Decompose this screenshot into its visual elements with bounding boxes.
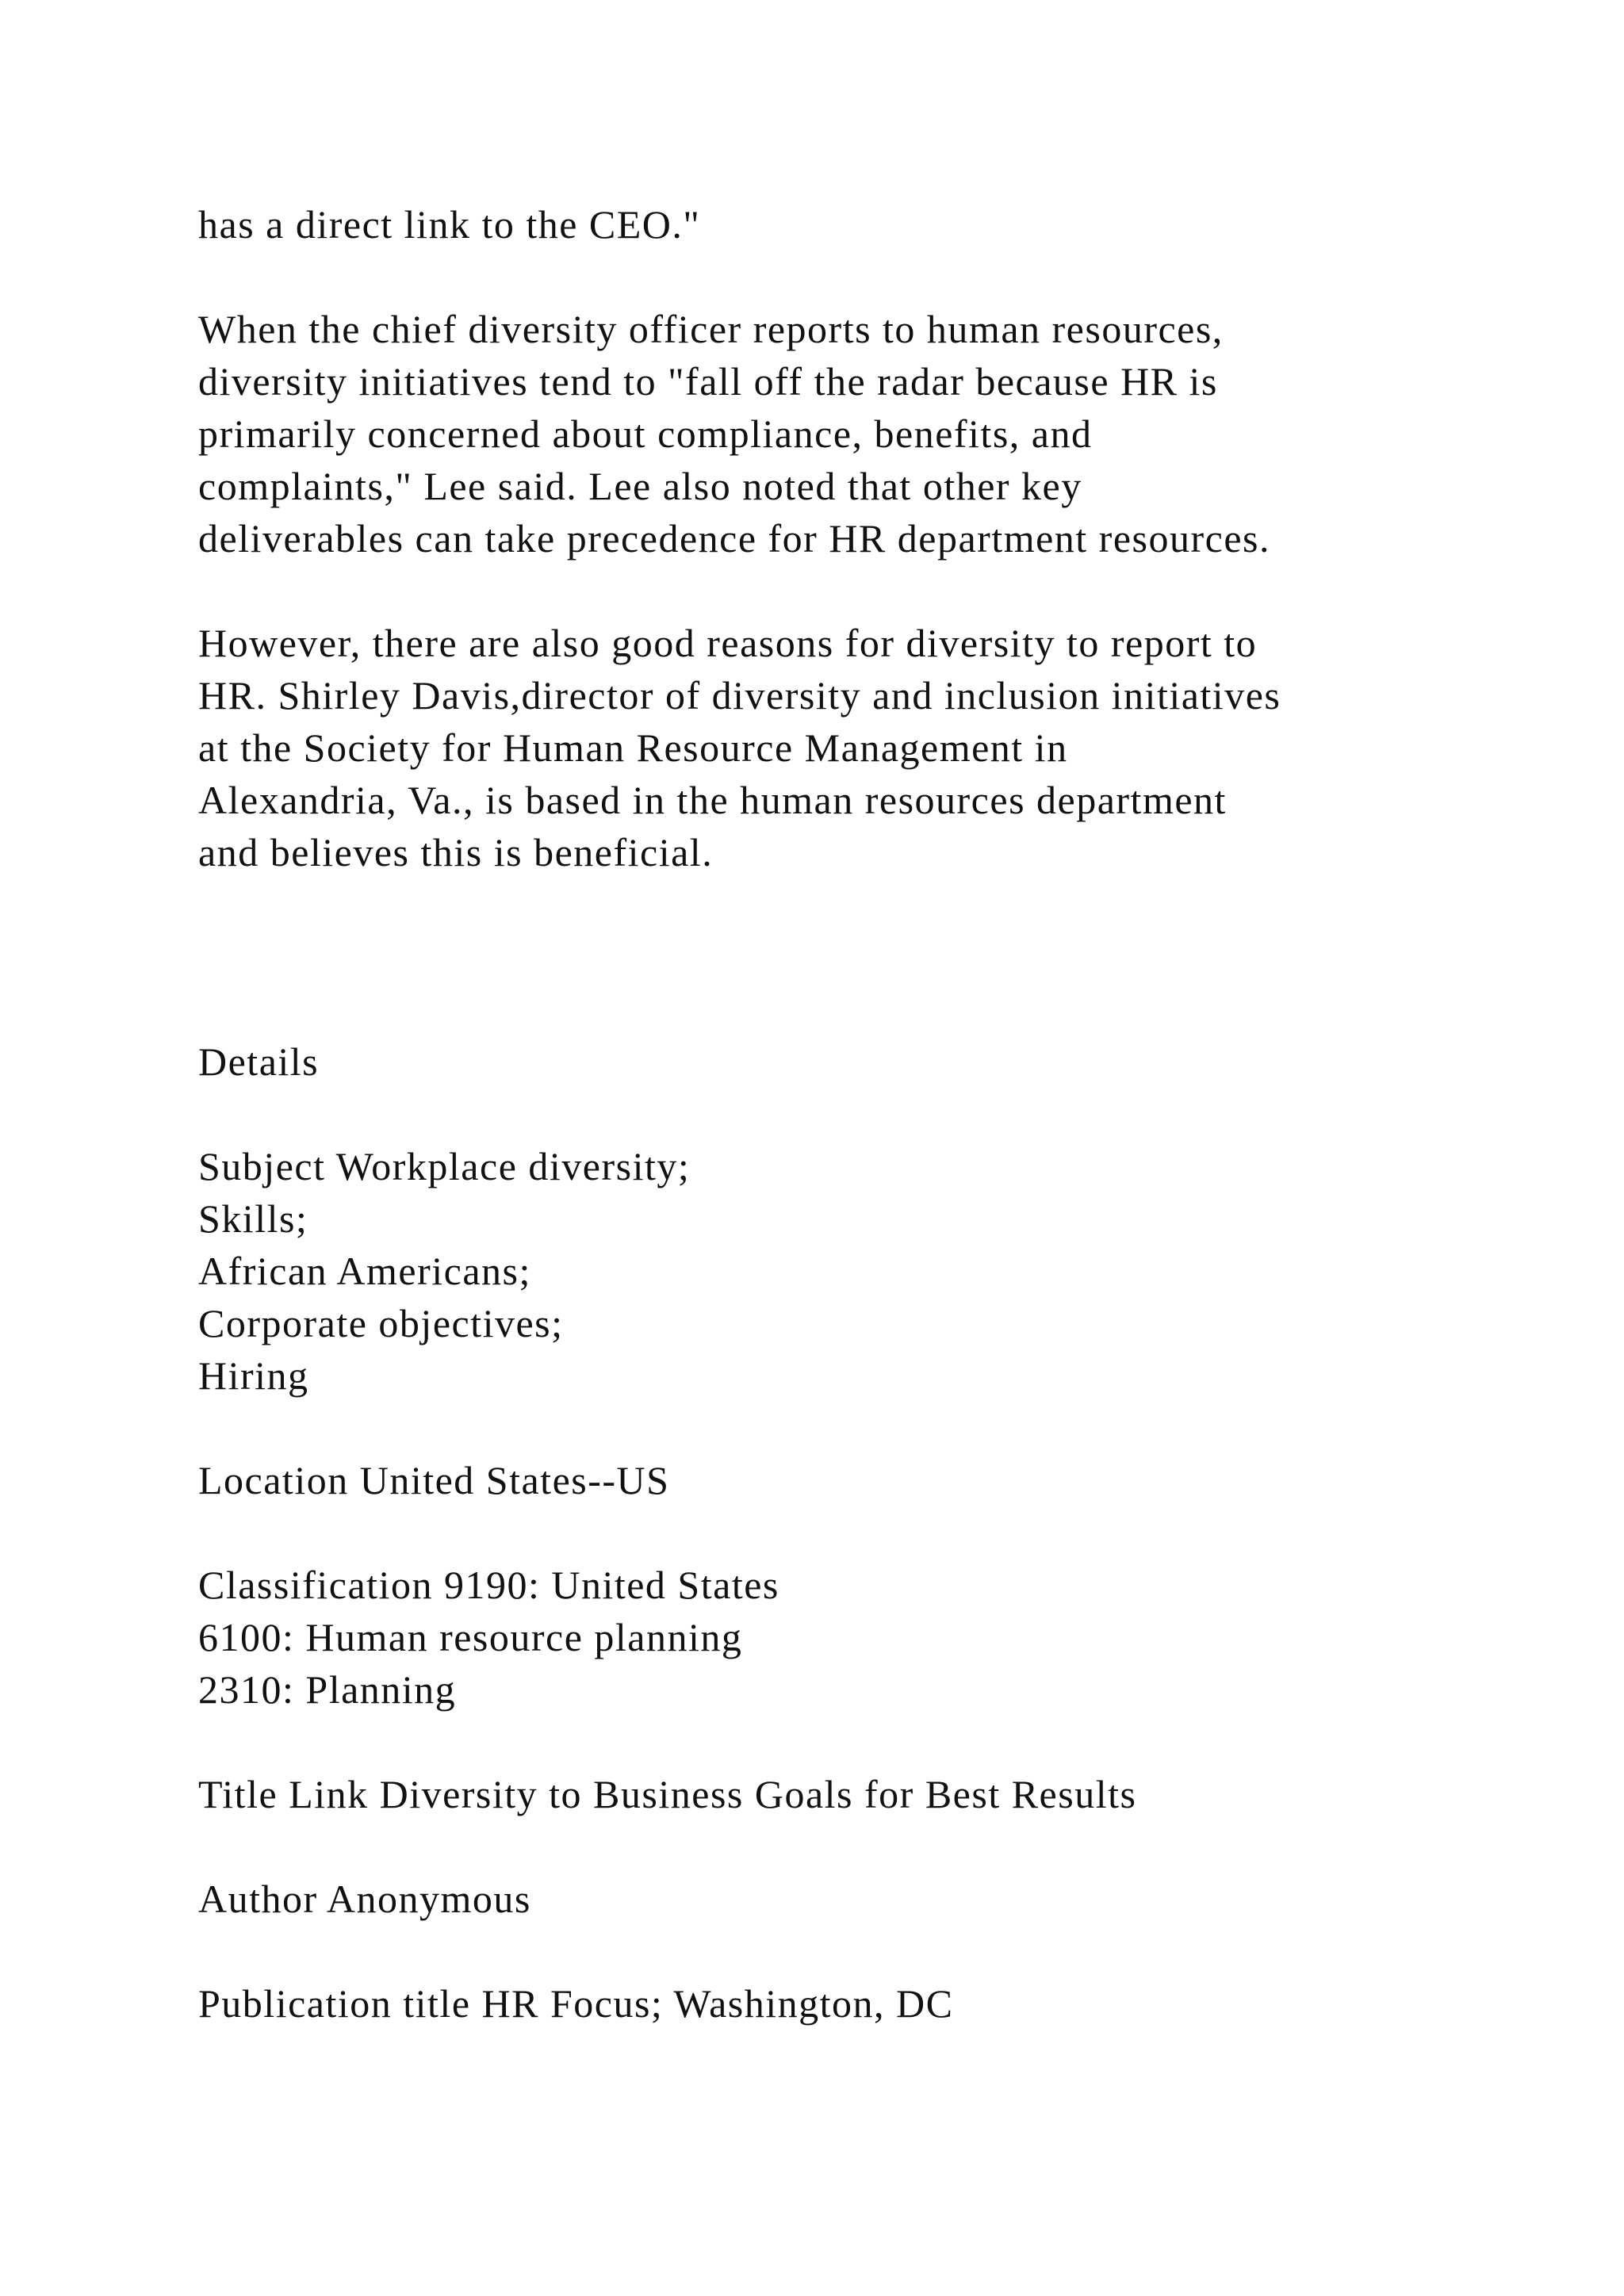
details-location: Location United States--US (198, 1458, 670, 1502)
details-author: Author Anonymous (198, 1877, 531, 1921)
details-classification-line: Classification 9190: United States (198, 1563, 779, 1607)
paragraph-line: primarily concerned about compliance, benefits, and (198, 411, 1093, 456)
paragraph-line: deliverables can take precedence for HR department resources. (198, 516, 1270, 561)
details-classification-line: 2310: Planning (198, 1667, 457, 1712)
paragraph-line: and believes this is beneficial. (198, 830, 714, 874)
paragraph-line: When the chief diversity officer reports to human resources, (198, 307, 1224, 351)
details-classification-line: 6100: Human resource planning (198, 1615, 743, 1659)
details-publication: Publication title HR Focus; Washington, DC (198, 1981, 954, 2026)
paragraph-line: complaints," Lee said. Lee also noted that other key (198, 464, 1082, 508)
paragraph-line: at the Society for Human Resource Management in (198, 725, 1068, 770)
details-subject-line: Hiring (198, 1353, 309, 1398)
details-subject-line: Skills; (198, 1196, 308, 1241)
details-title: Title Link Diversity to Business Goals for Best Results (198, 1772, 1137, 1816)
paragraph-line: has a direct link to the CEO." (198, 202, 701, 247)
details-subject-line: African Americans; (198, 1249, 531, 1293)
details-subject-line: Subject Workplace diversity; (198, 1144, 691, 1188)
paragraph-line: However, there are also good reasons for diversity to report to (198, 621, 1258, 665)
paragraph-line: Alexandria, Va., is based in the human resources department (198, 778, 1227, 822)
paragraph-line: diversity initiatives tend to "fall off the radar because HR is (198, 359, 1218, 404)
paragraph-line: HR. Shirley Davis,director of diversity and inclusion initiatives (198, 673, 1281, 718)
details-subject-line: Corporate objectives; (198, 1301, 564, 1345)
details-heading: Details (198, 1039, 320, 1084)
